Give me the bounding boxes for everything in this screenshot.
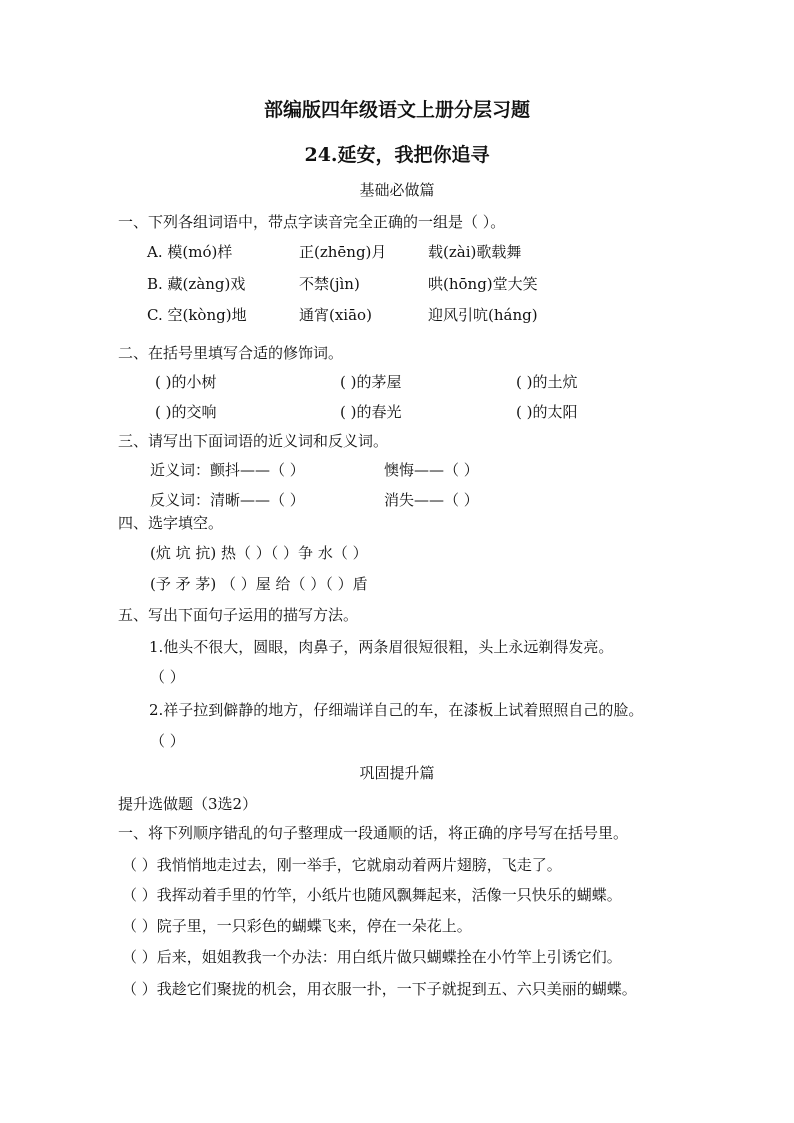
section-heading-basic: 基础必做篇 (359, 181, 435, 199)
question-5-prompt: 五、写出下面句子运用的描写方法。 (118, 606, 359, 624)
sentence-1: 1.他头不很大，圆眼，肉鼻子，两条眉很短很粗，头上永远剃得发亮。 (149, 638, 614, 656)
sentence-2: 2.祥子拉到僻静的地方，仔细端详自己的车，在漆板上试着照照自己的脸。 (149, 701, 644, 719)
question-1-prompt: 一、下列各组词语中，带点字读音完全正确的一组是（ ）。 (118, 213, 506, 231)
answer-blank[interactable]: （ ） (150, 732, 185, 750)
option-a-word-2: 正(zhēng)月 (299, 243, 387, 261)
fill-blank[interactable]: ( )的太阳 (516, 403, 578, 421)
option-a-word-3: 载(zài)歌载舞 (428, 243, 522, 261)
synonym-blank[interactable]: 懊悔——（ ） (384, 461, 479, 479)
option-b-word-1: B. 藏(zàng)戏 (147, 275, 246, 293)
synonym-blank[interactable]: 近义词：颤抖——（ ） (150, 461, 305, 479)
question-6-prompt: 一、将下列顺序错乱的句子整理成一段通顺的话，将正确的序号写在括号里。 (118, 824, 629, 842)
fill-blank[interactable]: ( )的春光 (340, 403, 402, 421)
question-2-prompt: 二、在括号里填写合适的修饰词。 (118, 344, 344, 362)
fill-blank[interactable]: ( )的茅屋 (340, 373, 402, 391)
fill-blank[interactable]: ( )的交响 (155, 403, 217, 421)
ordering-item[interactable]: （ ）后来，姐姐教我一个办法：用白纸片做只蝴蝶拴在小竹竿上引诱它们。 (122, 948, 622, 966)
lesson-title: 24.延安，我把你追寻 (304, 144, 490, 166)
worksheet-title: 部编版四年级语文上册分层习题 (263, 99, 530, 121)
option-c-word-2: 通宵(xiāo) (299, 306, 372, 324)
ordering-item[interactable]: （ ）我挥动着手里的竹竿，小纸片也随风飘舞起来，活像一只快乐的蝴蝶。 (122, 886, 622, 904)
option-c-word-1: C. 空(kòng)地 (147, 306, 247, 324)
fill-blank[interactable]: ( )的小树 (155, 373, 217, 391)
antonym-blank[interactable]: 消失——（ ） (384, 491, 479, 509)
ordering-item[interactable]: （ ）院子里，一只彩色的蝴蝶飞来，停在一朵花上。 (122, 917, 472, 935)
ordering-item[interactable]: （ ）我悄悄地走过去，刚一举手，它就扇动着两片翅膀，飞走了。 (122, 856, 562, 874)
question-4-prompt: 四、选字填空。 (118, 514, 224, 532)
char-choice-row[interactable]: (炕 坑 抗) 热（ ）（ ）争 水（ ） (150, 544, 368, 562)
question-3-prompt: 三、请写出下面词语的近义词和反义词。 (118, 432, 389, 450)
option-a-word-1: A. 模(mó)样 (147, 243, 233, 261)
antonym-blank[interactable]: 反义词：清晰——（ ） (150, 491, 305, 509)
option-c-word-3: 迎风引吭(háng) (428, 306, 538, 324)
option-b-word-3: 哄(hōng)堂大笑 (428, 275, 538, 293)
answer-blank[interactable]: （ ） (150, 668, 185, 686)
section-heading-advanced: 巩固提升篇 (359, 764, 435, 782)
ordering-item[interactable]: （ ）我趁它们聚拢的机会，用衣服一扑，一下子就捉到五、六只美丽的蝴蝶。 (122, 980, 637, 998)
advanced-intro: 提升选做题（3选2） (118, 795, 258, 813)
fill-blank[interactable]: ( )的土炕 (516, 373, 578, 391)
option-b-word-2: 不禁(jìn) (299, 275, 360, 293)
char-choice-row[interactable]: (予 矛 茅) （ ）屋 给（ ）（ ）盾 (150, 575, 368, 593)
